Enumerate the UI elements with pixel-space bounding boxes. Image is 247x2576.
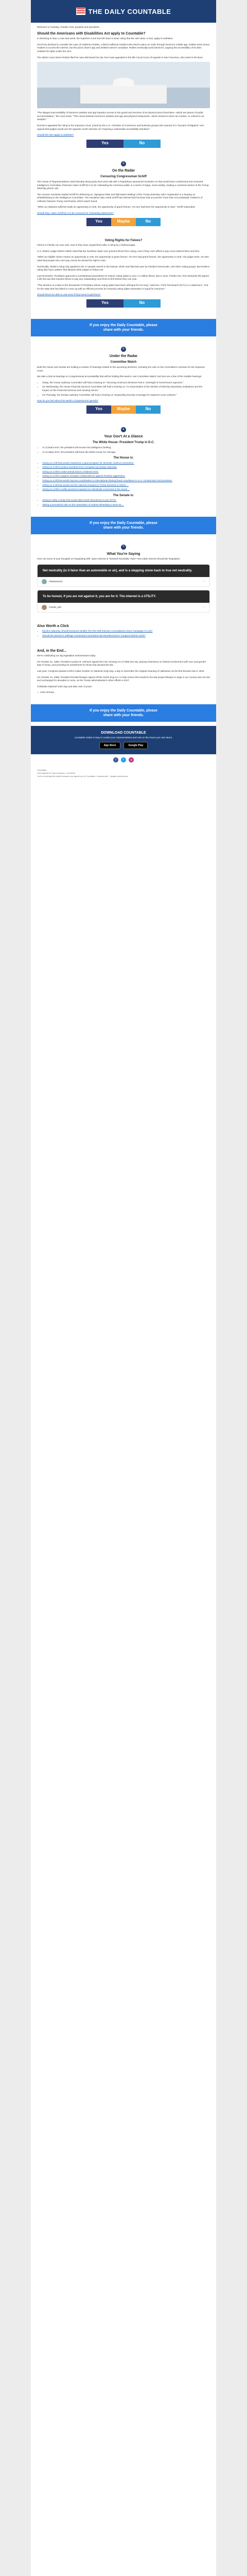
headline: Should the Americans with Disabilities Act apply to Countable?: [37, 31, 146, 36]
footer: [31, 766, 216, 781]
vote-yes-button[interactable]: Yes: [86, 140, 123, 148]
vote-no-button[interactable]: No: [123, 299, 161, 308]
paragraph: We take a look at hearings on Congressional accountability that will be holding this week in one Committee Watch, but here are a few of the notable hearings:: [37, 375, 202, 378]
section-subtitle: The White House: President Trump in D.C.: [92, 441, 155, 445]
paragraph: Both the House and Senate are holding a number of hearings related to the upcoming elections, including the vote on the Committee's nominee for the Supreme Court.: [37, 365, 205, 372]
comment-user: Charlie_MH: [49, 605, 62, 608]
list-item: • On Wednesday, the House Financial Services Committee will hold a hearing on "An Examination of the Decline of Minority Depository Institutions and the Impact on the Financial Services and Housing Sector.": [42, 385, 210, 392]
signature: — Josh Herman: [37, 691, 55, 694]
download-banner: [31, 726, 216, 754]
list-item[interactable]: • Voting on a bill to make animal torture a federal crime.: [42, 470, 210, 474]
list-item[interactable]: • Election Warning: Should Everyone Modify The IRS With Election Consultations Since Campaign Is Lost?: [42, 630, 210, 633]
list-item[interactable]: • Should the Women's Suffrage Centennial Commission Be Reauthorized In Congress Before 2020?: [42, 634, 210, 638]
list-item[interactable]: • Voting on a bill to codify sanctions imposed on individuals connected to the Saudi ...: [42, 488, 210, 492]
senate-heading: The Senate is:: [113, 494, 134, 497]
avatar: [42, 579, 47, 584]
list-item[interactable]: • Voting on a bill to protect members from corruption by foreign nationals.: [42, 466, 210, 469]
paragraph: Here are some of your thoughts on Regulating Wifi, Open Internet & "Network Neutrality" Rule? Not Cable Internet Should Be Regulated:: [37, 557, 181, 561]
paragraph: Celebrate National Voter Day and take care of yours.: [37, 685, 93, 688]
supreme-court-photo: [37, 62, 210, 108]
welcome-text: Welcome to Tuesday, October 31st, greatest and spookiest...: [37, 26, 101, 28]
user-comment-card[interactable]: [37, 590, 210, 613]
paragraph: Felons in Florida can now vote, even if they have unpaid fines after a ruling by a federal judge.: [37, 244, 136, 247]
facebook-icon[interactable]: f: [113, 757, 118, 762]
email-header: [31, 0, 216, 23]
section-subtitle: Committee Watch: [110, 361, 137, 364]
paragraph: "When an elephant suffered reads an opportunity to rank, the opportunity of grand fortune. It's ever had been the opportunity to rank," Schiff responded.: [37, 206, 196, 209]
senate-list: [42, 499, 210, 506]
section-subtitle: Voting Rights for Felons?: [104, 239, 143, 242]
section-title: On the Radar: [112, 168, 135, 173]
comment-user: AltaSwanson: [49, 580, 63, 583]
paragraph: Domino's appealed the ruling to the Supreme Court, joined by the U.S. Chamber of Commerce and business groups who warned of a "tsunami of litigation" and argued that judges would use the appeals court's decision as "requiring a nationwide accessibility standard.": [37, 124, 204, 130]
under-radar-section: [31, 341, 216, 421]
vote-no-button[interactable]: No: [136, 218, 161, 226]
list-item: • At 11:00am EST, the president will receive his intelligence briefing.: [42, 446, 210, 450]
share-line-1: If you enjoy the Daily Countable, please: [90, 708, 157, 713]
vote-question-link[interactable]: How do you feel about this week's Congressional agenda?: [37, 399, 99, 402]
vote-buttons: [37, 405, 210, 414]
share-line-2: share with your friends.: [103, 328, 144, 332]
list-item[interactable]: • Taking a procedural vote on the nomination of Andrew Wheeling to serve as ...: [42, 503, 210, 507]
chat-icon: ✎: [121, 545, 126, 550]
section-title: Also Worth a Click: [37, 624, 69, 628]
share-line-1: If you enjoy the Daily Countable, please: [90, 521, 157, 525]
vote-no-button[interactable]: No: [136, 405, 161, 414]
share-banner: [31, 704, 216, 722]
paragraph: Last year, Congress passed a bill to make October 31 National Unity Day, a day to remember the original meaning of Halloween as the first became law in 1934.: [37, 669, 205, 672]
google-play-button[interactable]: Google Play: [123, 742, 148, 749]
vote-buttons: [37, 218, 210, 226]
what-youre-saying-section: [31, 538, 216, 619]
heart-icon[interactable]: ♡: [203, 580, 205, 583]
paragraph: We're celebrating our big legislative anniversaries today.: [37, 654, 96, 657]
house-list: [42, 462, 210, 492]
paragraph: SCOTUS declined to consider the case of Guillermo Robles, a blind California resident who tried to place an order through Domino's mobile app. Robles uses screen readers to access the internet, but the pizza chain's app and website weren't compliant. Robles eventually sued Domino's, arguing the accessibility of its sites violated his rights under the ADA.: [37, 43, 210, 53]
section-title: And, in the End...: [37, 649, 67, 653]
user-comment-card[interactable]: [37, 564, 210, 587]
paragraph: On October 31, 1966, President Lyndon B. Johnson signed the Fair Housing Act of 1966 into law, placing restrictions on federal involvement with race and gender bias in hiring, and providing for punishment for those that abused the law.: [37, 660, 206, 667]
glance-section: [31, 421, 216, 513]
white-house-list: [42, 446, 210, 454]
download-title: DOWNLOAD COUNTABLE: [101, 731, 146, 735]
vote-yes-button[interactable]: Yes: [86, 405, 111, 414]
capitol-icon: ▲: [121, 427, 126, 432]
section-title: Your Gov't At a Glance: [104, 434, 143, 438]
vote-yes-button[interactable]: Yes: [86, 218, 111, 226]
comment-text: To be honest, if you are not against it, you are for it. The internet is a UTILITY.: [38, 590, 209, 603]
list-item[interactable]: • Voting on a bill to support Georgia's independence against Russian aggression.: [42, 474, 210, 478]
list-item: • On Thursday, the Senate Judiciary Committee will hold a hearing on "Expanding Security Coverage for Supreme Court Justices.": [42, 394, 210, 397]
intro-section: [31, 23, 216, 155]
radar-icon: ◎: [121, 161, 126, 166]
list-item[interactable]: • Voting on a bill that would reauthorize a grant program for domestic violence prevention.: [42, 462, 210, 465]
heart-icon[interactable]: ♡: [203, 605, 205, 608]
list-item[interactable]: • Voting on a bill that would improve coordination in international sharing fraud compliance in U.S. criminal and civil procedure.: [42, 479, 210, 483]
paragraph: In declining to hear a case last week, the Supreme Court has left intact a lower ruling that the ADA does, in fact, apply to websites.: [37, 37, 173, 40]
vote-no-button[interactable]: No: [123, 140, 161, 148]
twitter-icon[interactable]: t: [121, 757, 126, 762]
comment-text: Net neutrality (is it fairer than an automobile or air), and is a stepping stone back to true net neutrality.: [38, 565, 209, 577]
share-line-2: share with your friends.: [103, 713, 144, 717]
footer-company: Countable: [37, 768, 47, 771]
list-item[interactable]: • Voting on a bill that would end the national emergency Trump declared to reform ...: [42, 484, 210, 487]
list-item: • Today, the House Judiciary Committee will hold a hearing on "Securing America's Elections Part II: Oversight of Government Agencies.": [42, 381, 210, 385]
list-item[interactable]: • Voting to ratify a treaty that would allow North Macedonia to join NATO.: [42, 499, 210, 502]
felons-section: [31, 233, 216, 315]
section-title: Under the Radar: [109, 354, 138, 358]
logo-text: THE DAILY COUNTABLE: [88, 7, 171, 15]
vote-question-link[interactable]: Should the ADA apply to websites?: [37, 133, 74, 137]
footer-address: 1120 Market St. San Francisco, CA 94102: [37, 771, 76, 774]
social-icons: [31, 757, 216, 762]
paragraph: "The alleged inaccessibility of Domino's website and app impedes access to the goods and services of its physical pizza franchises—which are places of public accommodation," the court wrote. "This nexus between Domino's website and app and physical restaurants—which Domino's does not contest—is critical to our analysis.": [37, 111, 204, 121]
paragraph: On October 31, 1988, President Ronald Reagan signed off the Sarah Dog Act, to help ensure this would be the last proper lifespan in dogs in our country was not lost and unchanged for decades to come, as the Trump administration's other efforts in 2017.: [37, 675, 210, 682]
paragraph: The House of Representatives voted Monday along party lines (218-185 with 4 Republican sponsored resolution on that would have condemned and censured Intelligence Committee Chairman Adam Schiff (D-CA) for misleading the American public in a series of stage, most notably, reading a contrived version of the Trump-Zelensky phone call.: [37, 180, 209, 190]
avatar: [42, 605, 47, 610]
vote-maybe-button[interactable]: Maybe: [111, 218, 136, 226]
vote-buttons: [37, 140, 210, 148]
vote-question-link[interactable]: Should felons be able to vote even if they haven't paid fines?: [37, 293, 101, 296]
paragraph: "This decision is a blow to the thousands of Floridians whose voting rights have been infringed for too long," said Sen. Chris Ted Deutch (D-FL) in a statement. "And for the state that has failed to come up with an efficient process for ensuring voting rights restoration is equal for everyone.": [37, 284, 208, 290]
vote-yes-button[interactable]: Yes: [86, 299, 123, 308]
share-banner: [31, 517, 216, 534]
house-heading: The House is:: [113, 456, 134, 460]
app-store-button[interactable]: App Store: [99, 742, 121, 749]
vote-buttons: [37, 299, 210, 308]
section-title: What You're Saying: [107, 552, 140, 556]
also-worth-click-section: [31, 619, 216, 643]
paragraph: Last November, Floridians approved a constitutional amendment to restore voting rights to over 1.4 million felons. But in June, Florida Gov. Ron DeSantis (R) signed a bill into law that requires felons to pay any outstanding court fines to first before they can vote.: [37, 274, 209, 281]
share-line-1: If you enjoy the Daily Countable, please: [90, 323, 157, 327]
list-item: • At 12:30pm EST, the president will leave the White House for Chicago.: [42, 451, 210, 454]
hearing-list: [42, 381, 210, 397]
email-container: [31, 0, 216, 2576]
paragraph: Technically, Hinkle's ruling only applied to the 17 people named in the lawsuit, which was filed last year by Florida's Democratic, and other voting groups. But Hinkle's ruling also had a pattern that allowed other judges to follow suit.: [37, 265, 209, 272]
vote-question-link[interactable]: Should Rep. Adam Schiff (D-CA) be censured for misleading statements?: [37, 212, 114, 215]
share-banner: [31, 319, 216, 336]
flag-icon: [76, 8, 85, 15]
paragraph: "When an eligible citizen means an opportunity to vote, the opportunity to grant fortune. It's ever had grand fortune. the opportunity to rank," the judge wrote. He also ruled that people who can't pay cannot be denied the right to vote.: [37, 256, 209, 262]
footer-text: You're receiving this email because you signed up for Countable. Unsubscribe · Update preferences: [37, 774, 128, 777]
vote-maybe-button[interactable]: Maybe: [111, 405, 136, 414]
paragraph: The censure resolution faulted Schiff for delivering an "egregious false and fabricated retelling" of the Trump-Zelensky call in September in a hearing on whistleblowing in the Intelligence Committee. The resolution also noted Schiff had claimed that his team had uncovered "more than circumstantial" evidence of collusion between Trump and Russia, which wasn't found.: [37, 193, 203, 202]
logo[interactable]: [76, 8, 171, 15]
paragraph: U.S. District Judge Robert Hinkle ruled that the Sunshine State can't prevent felons from voting, even if they can't afford to pay court-ordered fines and fees.: [37, 249, 200, 252]
section-subtitle: Censuring Congressman Schiff: [100, 175, 147, 179]
download-subtitle: Countable makes it easy to contact your representatives and vote on the issues you care about.: [74, 736, 173, 739]
share-line-2: share with your friends.: [103, 526, 144, 530]
in-the-end-section: [31, 643, 216, 700]
on-the-radar-section: [31, 155, 216, 233]
links-list: [42, 630, 210, 637]
instagram-icon[interactable]: ◎: [129, 757, 134, 762]
paragraph: The district court where Robles filed his case dismissed his suit, but it was appealed to the 9th Circuit Court of Appeals in San Francisco, who ruled in his favor.: [37, 56, 203, 59]
radar-icon: ◎: [121, 347, 126, 352]
